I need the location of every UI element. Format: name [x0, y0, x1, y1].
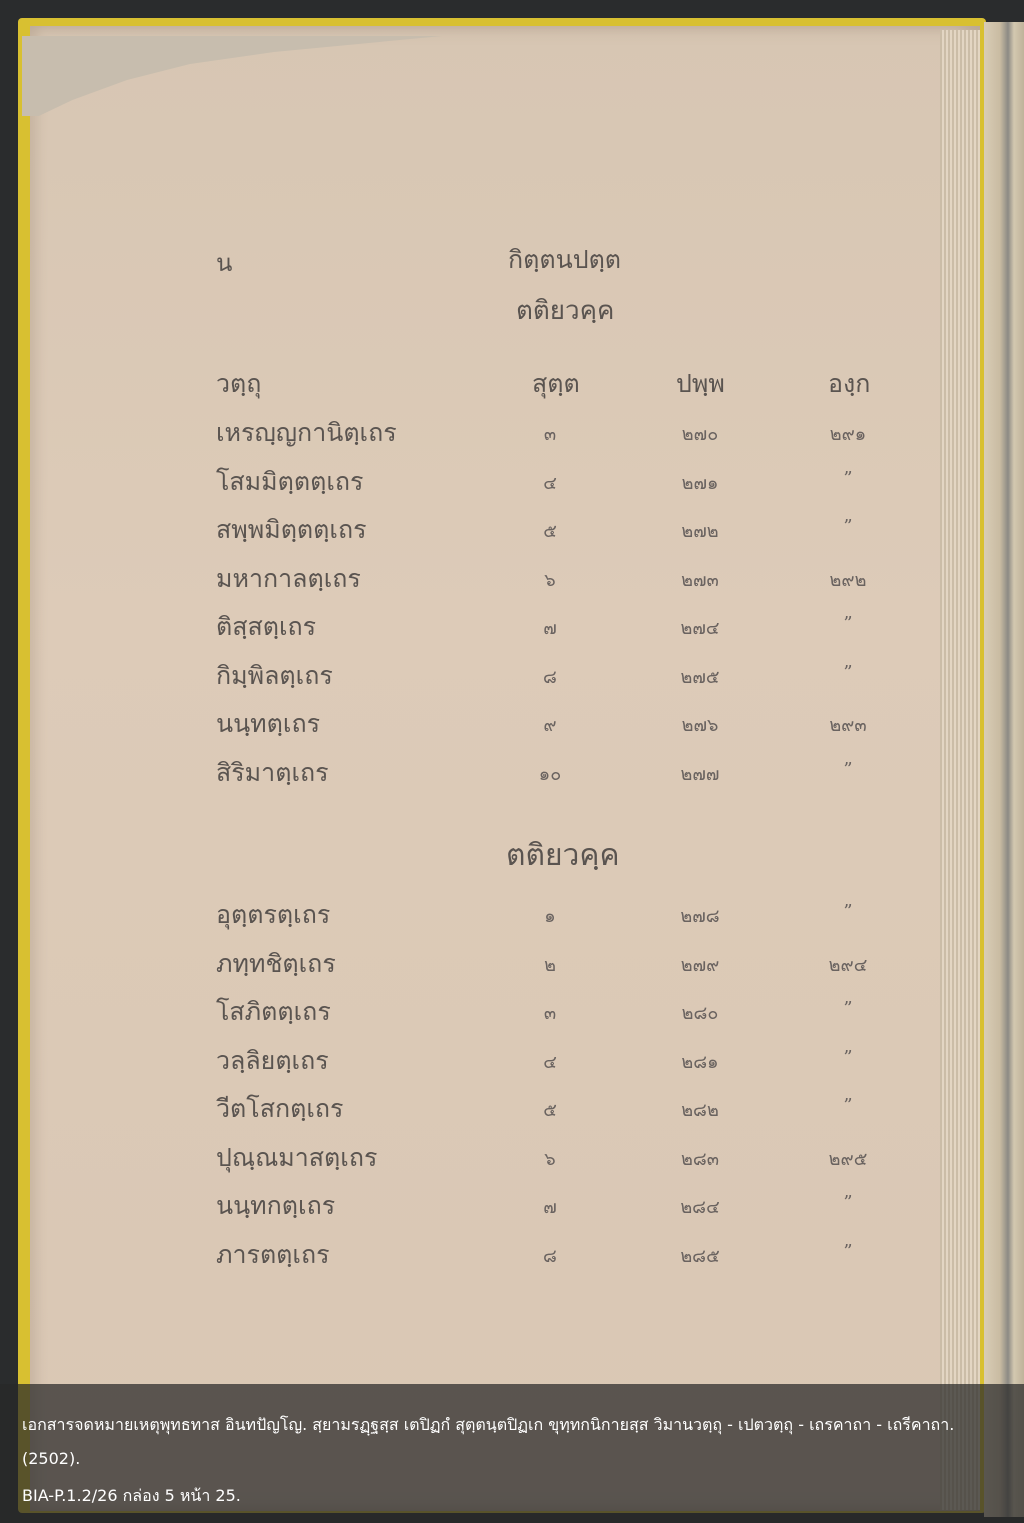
entry-name: นนฺทตฺเถร [216, 709, 321, 738]
angka-number: ” [843, 901, 853, 922]
column-header-name: วตฺถุ [216, 369, 262, 398]
entry-name: วลฺลิยตฺเถร [216, 1045, 329, 1075]
angka-number: ” [843, 998, 853, 1019]
angka-number: ” [843, 467, 853, 489]
table-row [0, 559, 1024, 599]
page-letter: น [216, 249, 233, 277]
sutta-number: ๘ [543, 666, 557, 688]
column-header-angka: องฺก [828, 369, 871, 398]
angka-number: ๒๙๕ [828, 1148, 868, 1170]
entry-name: สิริมาตฺเถร [216, 757, 329, 787]
table-row [0, 753, 1024, 793]
section-title-1: ตติยวคฺค [516, 296, 615, 326]
entry-name: โสมมิตฺตตฺเถร [216, 466, 364, 496]
pabba-number: ๒๘๒ [681, 1100, 719, 1121]
pabba-number: ๒๘๕ [680, 1245, 720, 1267]
entry-name: ภารตตฺเถร [216, 1239, 330, 1269]
entry-name: อุตฺตรตฺเถร [216, 900, 331, 929]
angka-number: ” [843, 516, 853, 537]
column-header-pabba: ปพฺพ [676, 369, 725, 398]
caption-reference: BIA-P.1.2/26 กล่อง 5 หน้า 25. [22, 1486, 241, 1505]
table-row [0, 1138, 1024, 1178]
sutta-number: ๕ [543, 521, 557, 542]
sutta-number: ๓ [543, 1003, 557, 1024]
table-row [0, 1186, 1024, 1226]
entry-name: ภทฺทชิตฺเถร [216, 948, 336, 978]
table-row [0, 607, 1024, 647]
table-row [0, 704, 1024, 744]
table-row [0, 992, 1024, 1032]
sutta-number: ๔ [543, 1051, 557, 1073]
angka-number: ๒๙๒ [829, 569, 867, 591]
sutta-number: ๑ [544, 906, 556, 927]
section-title-2: ตติยวคฺค [506, 838, 620, 873]
book-title: กิตฺตนปตฺต [508, 245, 622, 274]
pabba-number: ๒๗๖ [681, 715, 719, 736]
angka-number: ” [843, 1240, 853, 1262]
pabba-number: ๒๗๓ [681, 569, 719, 591]
column-header-sutta: สุตฺต [532, 369, 580, 398]
table-row [0, 944, 1024, 984]
entry-name: ปุณฺณมาสตฺเถร [216, 1142, 378, 1172]
entry-name: นนฺทกตฺเถร [216, 1191, 336, 1220]
table-row [0, 895, 1024, 935]
table-row [0, 1089, 1024, 1129]
pabba-number: ๒๘๐ [681, 1003, 719, 1024]
sutta-number: ๕ [543, 1100, 557, 1121]
pabba-number: ๒๗๕ [680, 666, 720, 688]
caption-text: เอกสารจดหมายเหตุพุทธทาส อินทปัญโญ. สฺยามรฏฺฐสฺส เตปิฏกํ สุตฺตนฺตปิฏเก ขุทฺทกนิกายสฺส วิมานวตฺถุ - เปตวตฺถุ - เถรคาถา - เถรีคาถา. (2502). [22, 1415, 955, 1468]
table-row [0, 1235, 1024, 1275]
angka-number: ” [843, 1095, 853, 1116]
table-row [0, 462, 1024, 502]
sutta-number: ๗ [543, 618, 557, 639]
entry-name: ติสฺสตฺเถร [216, 612, 317, 641]
pabba-number: ๒๗๐ [681, 424, 719, 445]
sutta-number: ๖ [544, 1148, 556, 1170]
sutta-number: ๙ [543, 715, 557, 736]
caption-bar [0, 1384, 1024, 1523]
angka-number: ๒๙๑ [829, 424, 867, 445]
angka-number: ” [843, 661, 853, 683]
pabba-number: ๒๗๔ [680, 618, 720, 639]
sutta-number: ๗ [543, 1197, 557, 1218]
pabba-number: ๒๘๔ [680, 1197, 720, 1218]
sutta-number: ๖ [544, 569, 556, 591]
table-row [0, 510, 1024, 550]
entry-name: โสภิตตฺเถร [216, 997, 331, 1026]
entry-name: เหรญฺญกานิตฺเถร [216, 418, 397, 447]
pabba-number: ๒๗๒ [681, 521, 719, 542]
pabba-number: ๒๗๘ [680, 906, 720, 927]
angka-number: ” [843, 1046, 853, 1068]
pabba-number: ๒๗๙ [680, 954, 720, 976]
angka-number: ” [843, 758, 853, 780]
angka-number: ๒๙๔ [828, 954, 868, 976]
angka-number: ” [843, 1192, 853, 1213]
table-row [0, 413, 1024, 453]
entry-name: กิมฺพิลตฺเถร [216, 660, 333, 690]
pabba-number: ๒๘๓ [680, 1148, 720, 1170]
pabba-number: ๒๗๗ [680, 763, 720, 785]
sutta-number: ๘ [543, 1245, 557, 1267]
entry-name: สพฺพมิตฺตตฺเถร [216, 515, 367, 544]
angka-number: ๒๙๓ [829, 715, 867, 736]
sutta-number: ๓ [543, 424, 557, 445]
pabba-number: ๒๘๑ [681, 1051, 719, 1073]
angka-number: ” [843, 613, 853, 634]
table-row [0, 656, 1024, 696]
pabba-number: ๒๗๑ [681, 472, 719, 494]
entry-name: วีตโสกตฺเถร [216, 1094, 344, 1123]
table-row [0, 1041, 1024, 1081]
sutta-number: ๔ [543, 472, 557, 494]
sutta-number: ๑๐ [538, 763, 562, 785]
entry-name: มหากาลตฺเถร [216, 563, 361, 593]
sutta-number: ๒ [544, 954, 556, 976]
